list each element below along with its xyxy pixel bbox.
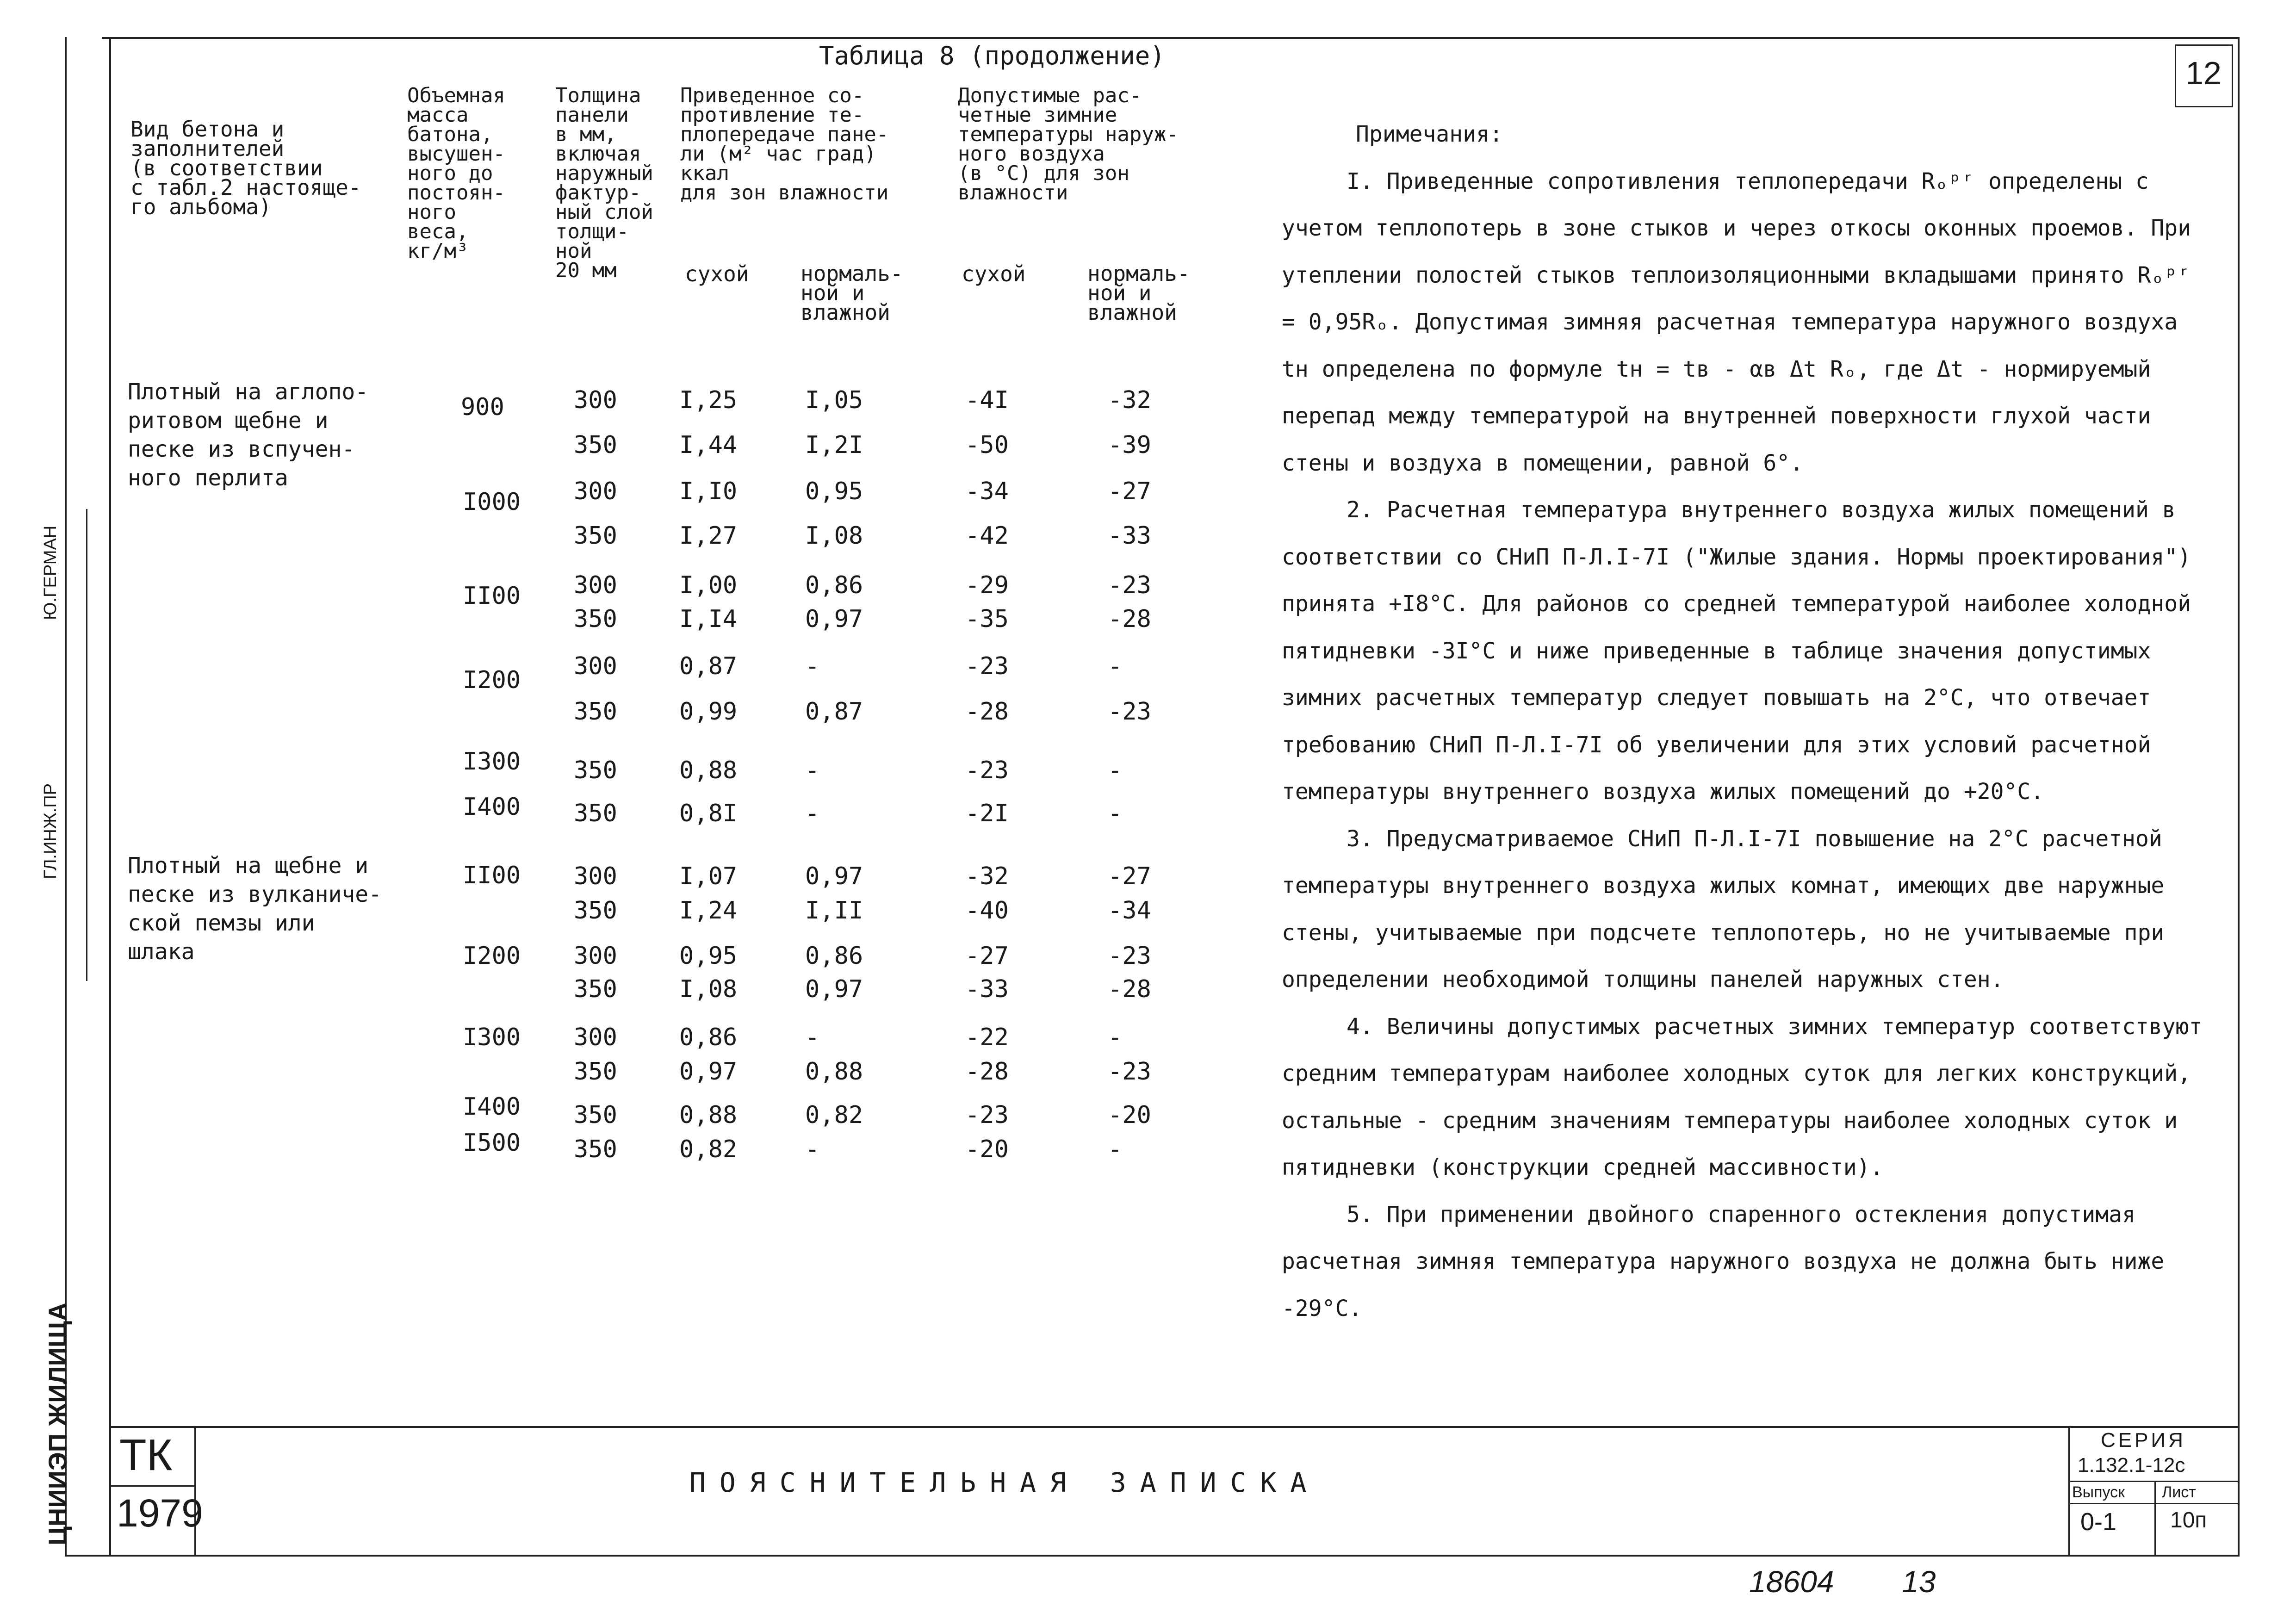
table-cell-r2: I,05: [805, 386, 863, 414]
table-cell-r2: 0,87: [805, 698, 863, 726]
table-cell-t: 350: [574, 757, 617, 784]
header-temperature: Допустимые рас- четные зимние температуры наруж- ного воздуха (в °С) для зон влажности: [958, 84, 1179, 205]
table-cell-t1: -33: [965, 975, 1009, 1003]
density-cell: 900: [461, 393, 504, 421]
note-5: 5. При применении двойного спаренного остекления допустимая расчетная зимняя температура наружного воздуха не должна быть ниже -29°С.: [1282, 1201, 2165, 1321]
table-cell-t1: -35: [965, 605, 1009, 633]
footer-number: 13: [1902, 1564, 1936, 1599]
table-cell-t: 300: [574, 478, 617, 505]
density-cell: I300: [463, 748, 521, 775]
table-cell-r1: I,08: [679, 975, 738, 1003]
table-cell-t1: -40: [965, 897, 1009, 924]
table-cell-r1: 0,82: [679, 1135, 738, 1163]
note-1: I. Приведенные сопротивления теплопередачи Rₒᵖʳ определены с учетом теплопотерь в зоне стыков и через откосы оконных проемов. При утеплении полостей стыков теплоизоляционными вкладышами принято Rₒᵖʳ = 0,95Rₒ. Допустимая зимняя расчетная температура наружного воздуха tн определена по формуле tн = tв - αв Δt Rₒ, где Δt - нормируемый перепад между температурой на внутренней поверхности глухой части стены и воздуха в помещении, равной 6°.: [1282, 168, 2191, 476]
table-cell-t1: -34: [965, 478, 1009, 505]
header-type: Вид бетона и заполнителей (в соответствии с табл.2 настояще- го альбома): [130, 117, 361, 219]
frame-right: [2238, 37, 2240, 1555]
table-cell-t2: -23: [1108, 698, 1151, 726]
table-cell-r2: 0,97: [805, 862, 863, 890]
header-thickness: Толщина панели в мм, включая наружный фактур- ный слой толщи- ной 20 мм: [555, 84, 653, 282]
table-cell-r2: -: [805, 1024, 820, 1051]
table-cell-t2: -23: [1108, 1058, 1151, 1086]
table-cell-r2: 0,82: [805, 1101, 863, 1129]
side-stamp-role: ГЛ.ИНЖ.ПР: [41, 783, 60, 879]
table-cell-t2: -23: [1108, 942, 1151, 970]
table-cell-t1: -23: [965, 1101, 1009, 1129]
series-box-left: [2068, 1426, 2070, 1556]
header-normal: нормаль- ной и влажной: [800, 261, 903, 325]
table-cell-r1: 0,99: [679, 698, 738, 726]
side-stamp-org: ЦНИИЭП ЖИЛИЩА: [43, 1302, 72, 1545]
table-cell-t: 350: [574, 897, 617, 924]
table-cell-t2: -28: [1108, 975, 1151, 1003]
note-3: 3. Предусматриваемое СНиП П-Л.I-7I повышение на 2°С расчетной температуры внутреннего воздуха жилых комнат, имеющих две наружные стены, учитываемые при подсчете теплопотерь, но не учитываемые при определении необходимой толщины панелей наружных стен.: [1282, 825, 2165, 993]
table-title: Таблица 8 (продолжение): [819, 41, 1165, 70]
density-cell: II00: [463, 862, 521, 889]
table-cell-t2: -34: [1108, 897, 1151, 924]
table-cell-t2: -20: [1108, 1101, 1151, 1129]
table-cell-t: 350: [574, 1101, 617, 1129]
table-cell-t2: -28: [1108, 605, 1151, 633]
table-cell-t1: -23: [965, 652, 1009, 680]
issue-label: Выпуск: [2072, 1483, 2125, 1501]
table-cell-t1: -42: [965, 522, 1009, 550]
sheet-value: 10п: [2170, 1508, 2207, 1532]
sheet-number: 12: [2185, 55, 2222, 91]
table-cell-t: 350: [574, 431, 617, 459]
table-cell-r1: 0,97: [679, 1058, 738, 1086]
density-cell: I400: [463, 793, 521, 821]
series-box-line: [2068, 1503, 2240, 1504]
year: 1979: [117, 1491, 203, 1535]
table-cell-t: 300: [574, 571, 617, 599]
issue-value: 0-1: [2080, 1508, 2117, 1536]
frame-top: [102, 37, 2240, 39]
table-cell-r2: -: [805, 757, 820, 784]
table-cell-t1: -23: [965, 757, 1009, 784]
side-stamp-name: Ю.ГЕРМАН: [41, 525, 60, 620]
table-cell-r1: I,44: [679, 431, 738, 459]
table-cell-t: 300: [574, 1024, 617, 1051]
density-cell: I200: [463, 942, 521, 970]
title-block-divider-3: [109, 1485, 196, 1487]
table-cell-t: 350: [574, 1135, 617, 1163]
density-cell: I300: [463, 1024, 521, 1051]
table-cell-t1: -32: [965, 862, 1009, 890]
table-cell-t1: -20: [965, 1135, 1009, 1163]
table-cell-t1: -29: [965, 571, 1009, 599]
table-cell-t: 350: [574, 698, 617, 726]
table-cell-t: 350: [574, 800, 617, 827]
table-cell-t1: -50: [965, 431, 1009, 459]
table-cell-t2: -: [1108, 757, 1123, 784]
table-cell-t: 350: [574, 605, 617, 633]
header-resistance: Приведенное со- противление те- плопередаче пане- ли (м² час град) ккал для зон влажности: [680, 84, 889, 205]
table-cell-t2: -: [1108, 800, 1123, 827]
notes-block: [1282, 111, 2216, 1332]
series-box-mid: [2068, 1481, 2240, 1482]
table-cell-t2: -32: [1108, 386, 1151, 414]
table-cell-r1: 0,88: [679, 1101, 738, 1129]
table-cell-r1: 0,87: [679, 652, 738, 680]
table-cell-r2: 0,86: [805, 942, 863, 970]
table-cell-t1: -22: [965, 1024, 1009, 1051]
density-cell: II00: [463, 582, 521, 610]
header-density: Объемная масса батона, высушен- ного до постоян- ного веса, кг/м³: [407, 84, 505, 263]
table-cell-t1: -4I: [965, 386, 1009, 414]
note-4: 4. Величины допустимых расчетных зимних температур соответствуют средним температурам наиболее холодных суток для легких конструкций, остальные - средним значениям температуры наиболее холодных суток и пятидневки (конструкции средней массивности).: [1282, 1013, 2203, 1180]
group-label-1: Плотный на аглопо- ритовом щебне и песке из вспучен- ного перлита: [128, 379, 369, 491]
density-cell: I200: [463, 666, 521, 694]
table-cell-r2: 0,97: [805, 605, 863, 633]
table-cell-t: 350: [574, 522, 617, 550]
table-cell-r1: I,00: [679, 571, 738, 599]
table-cell-r1: I,I0: [679, 478, 738, 505]
table-cell-r1: 0,95: [679, 942, 738, 970]
table-cell-r2: -: [805, 652, 820, 680]
table-cell-t1: -28: [965, 1058, 1009, 1086]
table-cell-r2: I,II: [805, 897, 863, 924]
frame-base: [65, 1555, 2240, 1557]
group-label-2: Плотный на щебне и песке из вулканиче- ской пемзы или шлака: [128, 853, 382, 965]
series-label: СЕРИЯ: [2101, 1429, 2186, 1452]
table-cell-r2: 0,88: [805, 1058, 863, 1086]
notes-heading: Примечания:: [1356, 121, 1503, 147]
title-block-top: [109, 1426, 2240, 1428]
table-cell-t2: -27: [1108, 862, 1151, 890]
org-code: ТК: [119, 1430, 173, 1480]
table-cell-t: 300: [574, 386, 617, 414]
frame-left: [109, 37, 111, 1555]
table-cell-t2: -: [1108, 1024, 1123, 1051]
table-cell-r1: I,I4: [679, 605, 738, 633]
table-cell-r2: I,2I: [805, 431, 863, 459]
table-cell-r1: I,24: [679, 897, 738, 924]
table-cell-t: 300: [574, 652, 617, 680]
table-cell-r2: -: [805, 800, 820, 827]
table-cell-t: 300: [574, 862, 617, 890]
table-cell-r2: I,08: [805, 522, 863, 550]
header-normal-temp: нормаль- ной и влажной: [1087, 261, 1190, 325]
header-dry: сухой: [685, 261, 749, 286]
sheet-label: Лист: [2162, 1483, 2196, 1501]
title-block-divider-1: [109, 1426, 111, 1556]
table-cell-r2: 0,95: [805, 478, 863, 505]
table-cell-r1: 0,8I: [679, 800, 738, 827]
table-cell-t: 350: [574, 975, 617, 1003]
table-cell-t1: -28: [965, 698, 1009, 726]
inventory-number: 18604: [1749, 1564, 1834, 1599]
table-cell-t2: -23: [1108, 571, 1151, 599]
table-cell-r2: 0,97: [805, 975, 863, 1003]
table-cell-t1: -27: [965, 942, 1009, 970]
table-cell-r2: -: [805, 1135, 820, 1163]
table-cell-r1: 0,88: [679, 757, 738, 784]
header-dry-temp: сухой: [962, 261, 1026, 286]
side-strip-divider: [86, 509, 87, 981]
table-cell-t: 350: [574, 1058, 617, 1086]
series-value: 1.132.1-12с: [2078, 1454, 2185, 1477]
table-cell-r1: I,07: [679, 862, 738, 890]
table-cell-r1: 0,86: [679, 1024, 738, 1051]
density-cell: I500: [463, 1129, 521, 1157]
table-cell-r1: I,27: [679, 522, 738, 550]
table-cell-t2: -33: [1108, 522, 1151, 550]
table-cell-t: 300: [574, 942, 617, 970]
density-cell: I400: [463, 1093, 521, 1121]
note-2: 2. Расчетная температура внутреннего воздуха жилых помещений в соответствии со СНиП П-Л.I-7I ("Жилые здания. Нормы проектирования") принята +I8°С. Для районов со средней температурой наиболее холодной пятидневки -3I°С и ниже приведенные в таблице значения допустимых зимних расчетных температур следует повышать на 2°С, что отвечает требованию СНиП П-Л.I-7I об увеличении для этих условий расчетной температуры внутреннего воздуха жилых помещений до +20°С.: [1282, 497, 2191, 805]
table-cell-r2: 0,86: [805, 571, 863, 599]
table-cell-t1: -2I: [965, 800, 1009, 827]
table-cell-r1: I,25: [679, 386, 738, 414]
density-cell: I000: [463, 488, 521, 516]
table-cell-t2: -27: [1108, 478, 1151, 505]
series-box-vert: [2154, 1481, 2156, 1555]
document-title: ПОЯСНИТЕЛЬНАЯ ЗАПИСКА: [689, 1467, 1321, 1498]
table-cell-t2: -: [1108, 652, 1123, 680]
table-cell-t2: -39: [1108, 431, 1151, 459]
table-cell-t2: -: [1108, 1135, 1123, 1163]
